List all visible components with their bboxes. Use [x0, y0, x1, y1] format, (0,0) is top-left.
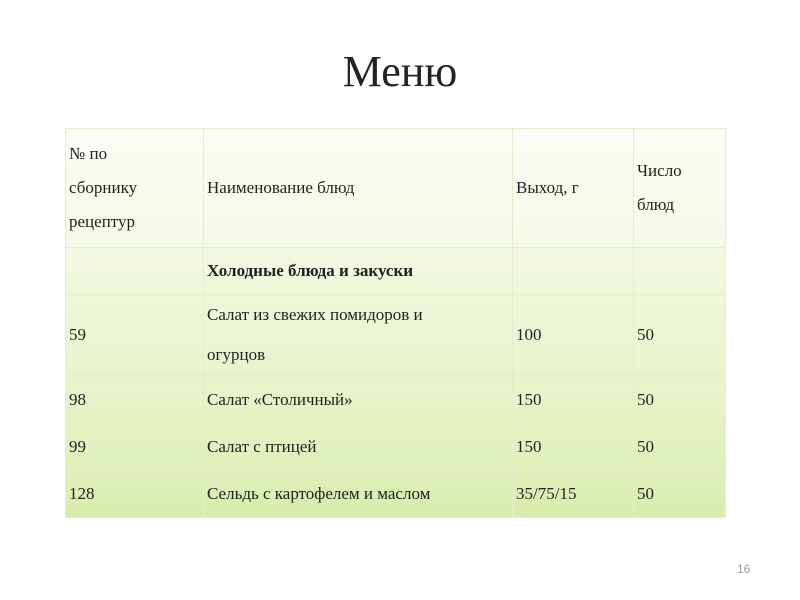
header-count	[634, 129, 726, 248]
menu-table	[65, 128, 726, 518]
table-cell-empty	[66, 248, 204, 295]
count-cell: 50	[634, 471, 726, 518]
slide-page-number: 16	[737, 562, 751, 576]
category-label: Холодные блюда и закуски	[204, 248, 513, 295]
dish-name-cell: Салат «Столичный»	[204, 376, 513, 424]
count-cell: 50	[634, 424, 726, 471]
recipe-number-cell: 128	[66, 471, 204, 518]
dish-name-cell	[204, 295, 513, 376]
yield-cell: 150	[513, 376, 634, 424]
header-recipe-number-line: рецептур	[69, 212, 135, 231]
dish-name-line: Салат из свежих помидоров и	[207, 305, 423, 324]
table-cell-empty	[634, 248, 726, 295]
count-cell: 50	[634, 295, 726, 376]
dish-name-cell: Сельдь с картофелем и маслом	[204, 471, 513, 518]
table-row	[66, 295, 726, 376]
slide-title: Меню	[342, 47, 458, 96]
recipe-number-cell: 99	[66, 424, 204, 471]
table-row	[66, 471, 726, 518]
table-row	[66, 424, 726, 471]
recipe-number-cell: 98	[66, 376, 204, 424]
header-recipe-number-line: № по	[69, 144, 108, 163]
header-dish-name: Наименование блюд	[204, 129, 513, 248]
category-row	[66, 248, 726, 295]
dish-name-line: огурцов	[207, 345, 266, 364]
table-header-row	[66, 129, 726, 248]
yield-cell: 150	[513, 424, 634, 471]
count-cell: 50	[634, 376, 726, 424]
yield-cell: 100	[513, 295, 634, 376]
table-cell-empty	[513, 248, 634, 295]
table-row	[66, 376, 726, 424]
yield-cell: 35/75/15	[513, 471, 634, 518]
dish-name-cell: Салат с птицей	[204, 424, 513, 471]
recipe-number-cell: 59	[66, 295, 204, 376]
header-yield: Выход, г	[513, 129, 634, 248]
header-recipe-number-line: сборнику	[69, 178, 138, 197]
header-count-line: Число	[637, 161, 682, 180]
header-count-line: блюд	[637, 195, 675, 214]
header-recipe-number	[66, 129, 204, 248]
